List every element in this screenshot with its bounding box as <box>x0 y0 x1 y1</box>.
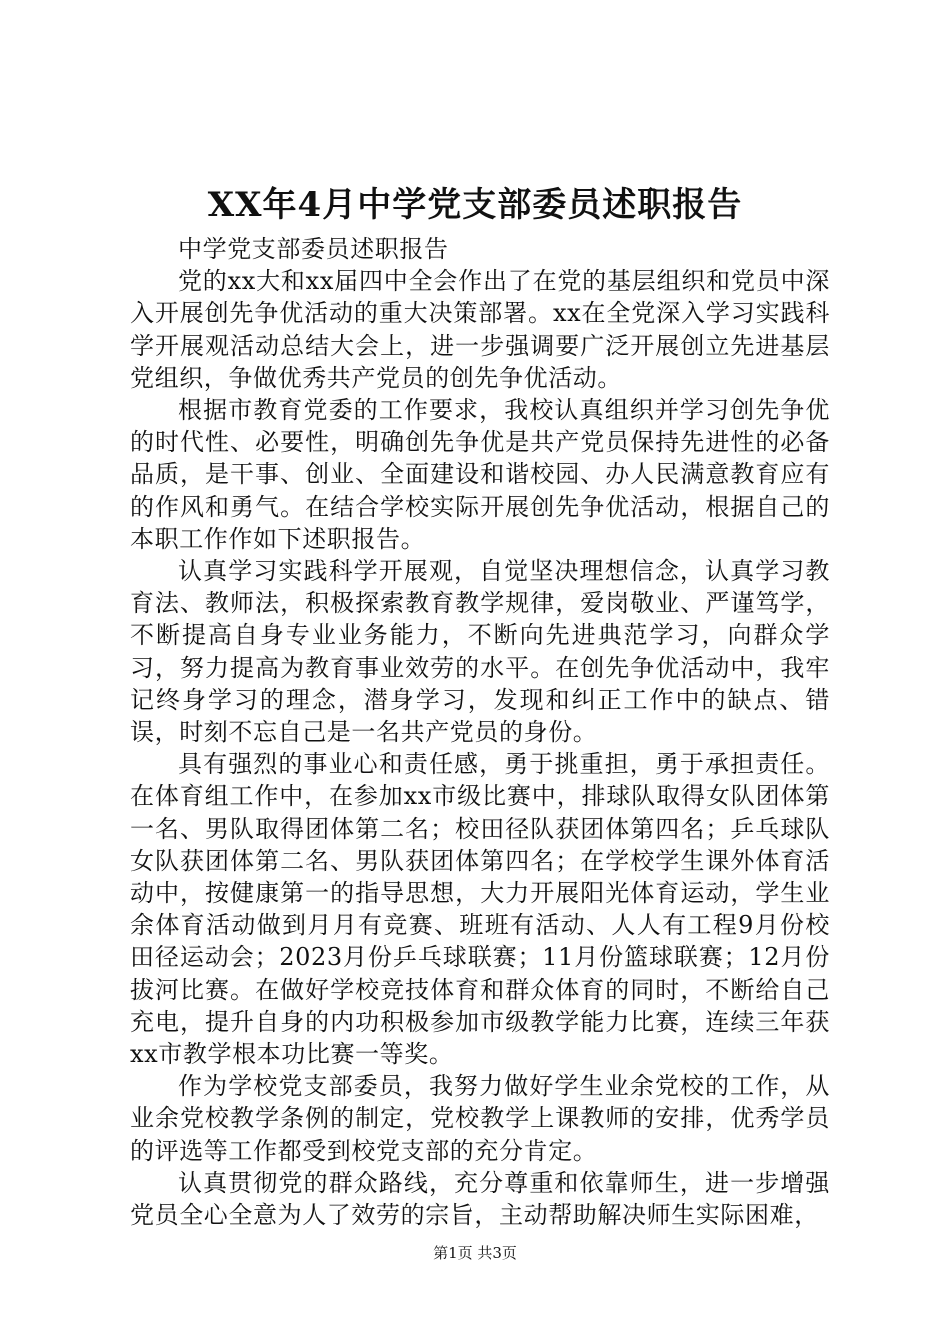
document-title: XX年4月中学党支部委员述职报告 <box>207 185 743 225</box>
paragraph-6: 认真贯彻党的群众路线，充分尊重和依靠师生，进一步增强党员全心全意为人了效劳的宗旨，主动帮助解决师生实际困难， <box>130 1168 830 1230</box>
document-body <box>130 233 830 1231</box>
paragraph-2: 根据市教育党委的工作要求，我校认真组织并学习创先争优的时代性、必要性，明确创先争优是共产党员保持先进性的必备品质，是干事、创业、全面建设和谐校园、办人民满意教育应有的作风和勇气。在结合学校实际开展创先争优活动，根据自己的本职工作作如下述职报告。 <box>130 396 830 553</box>
paragraph-3: 认真学习实践科学开展观，自觉坚决理想信念，认真学习教育法、教师法，积极探索教育教学规律，爱岗敬业、严谨笃学，不断提高自身专业业务能力，不断向先进典范学习，向群众学习，努力提高为教育事业效劳的水平。在创先争优活动中，我牢记终身学习的理念，潜身学习，发现和纠正工作中的缺点、错误，时刻不忘自己是一名共产党员的身份。 <box>130 557 830 747</box>
paragraph-4: 具有强烈的事业心和责任感，勇于挑重担，勇于承担责任。在体育组工作中，在参加xx市级比赛中，排球队取得女队团体第一名、男队取得团体第二名；校田径队获团体第四名；乒乓球队女队获团体第二名、男队获团体第四名；在学校学生课外体育活动中，按健康第一的指导思想，大力开展阳光体育运动，学生业余体育活动做到月月有竞赛、班班有活动、人人有工程9月份校田径运动会；2023月份乒乓球联赛；11月份篮球联赛；12月份拔河比赛。在做好学校竞技体育和群众体育的同时，不断给自己充电，提升自身的内功积极参加市级教学能力比赛，连续三年获xx市教学根本功比赛一等奖。 <box>130 750 830 1069</box>
paragraph-subtitle: 中学党支部委员述职报告 <box>178 235 449 263</box>
page-footer: 第1页 共3页 <box>433 1244 517 1262</box>
paragraph-1: 党的xx大和xx届四中全会作出了在党的基层组织和党员中深入开展创先争优活动的重大决策部署。xx在全党深入学习实践科学开展观活动总结大会上，进一步强调要广泛开展创立先进基层党组织，争做优秀共产党员的创先争优活动。 <box>130 267 830 392</box>
paragraph-5: 作为学校党支部委员，我努力做好学生业余党校的工作，从业余党校教学条例的制定，党校教学上课教师的安排，优秀学员的评选等工作都受到校党支部的充分肯定。 <box>130 1072 830 1165</box>
